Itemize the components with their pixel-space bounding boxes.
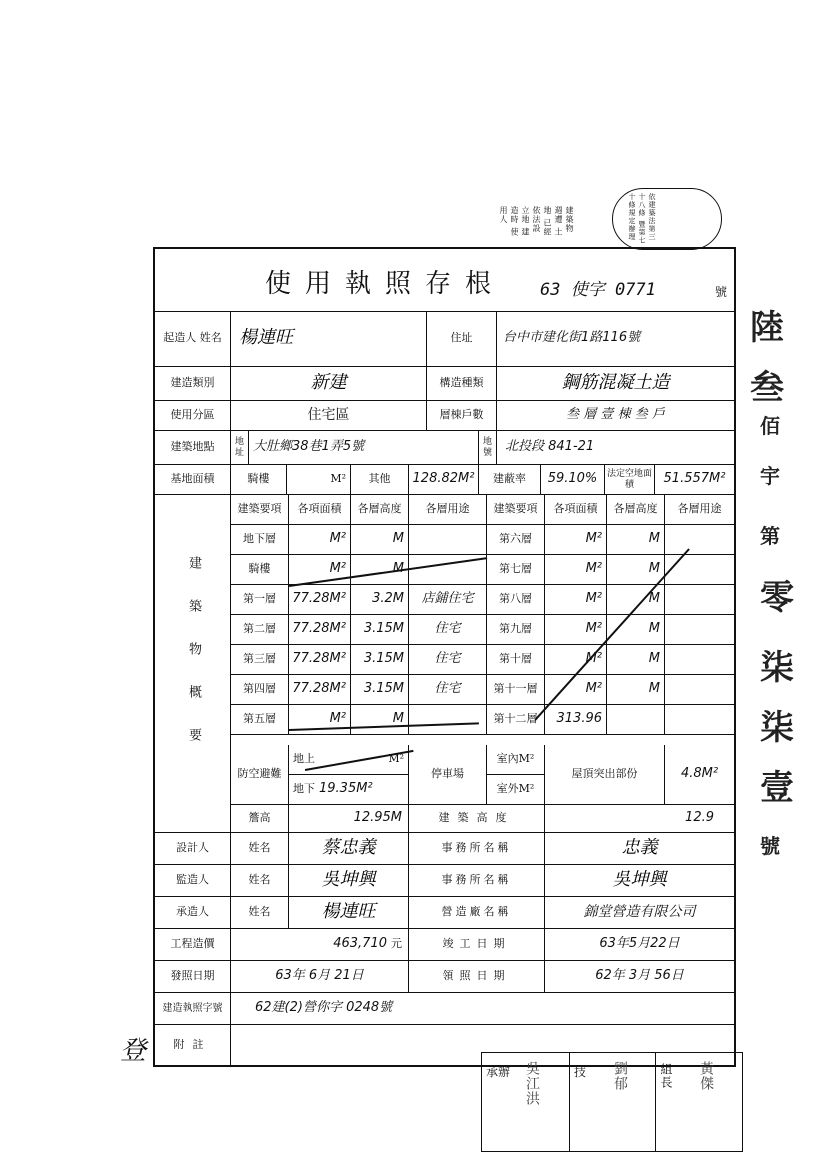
- floor-height: M: [607, 555, 665, 585]
- side-character: 柒: [760, 708, 794, 748]
- col-header: 各項面積: [289, 495, 351, 525]
- floor-name: 騎樓: [231, 555, 289, 585]
- floor-area: M²: [289, 525, 351, 555]
- floor-name: 第九層: [487, 615, 545, 645]
- completion-date: 63年5月22日: [545, 929, 734, 961]
- floor-use: 住宅: [409, 615, 487, 645]
- structure-label: 構造種類: [427, 367, 497, 401]
- floor-height: M: [351, 525, 409, 555]
- floor-use: [665, 585, 734, 615]
- col-header: 各層用途: [665, 495, 734, 525]
- parking-indoor-unit: M²: [518, 752, 535, 766]
- side-character: 陸: [750, 308, 784, 348]
- floor-use: [409, 555, 487, 585]
- license-value: 62建(2)營你字 0248號: [231, 993, 734, 1025]
- floor-height: [607, 705, 665, 735]
- floor-height: M: [351, 705, 409, 735]
- floor-height: 3.2M: [351, 585, 409, 615]
- parking-outdoor-unit: M²: [518, 782, 535, 796]
- eave-value: 12.95M: [289, 805, 409, 833]
- floor-name: 第四層: [231, 675, 289, 705]
- parking-indoor-label: 室內: [496, 752, 519, 766]
- shelter-below: [289, 775, 409, 805]
- roof-label: 屋頂突出部份: [545, 745, 665, 805]
- floor-area: 77.28M²: [289, 615, 351, 645]
- side-character: 壹: [760, 768, 794, 808]
- lot-value: 北投段 841-21: [497, 431, 734, 465]
- cost-value: 463,710: [333, 936, 387, 952]
- supervisor-name-label: 姓名: [231, 865, 289, 897]
- legal-space-value: 51.557M²: [655, 465, 734, 495]
- building-height-label: 建築高度: [409, 805, 545, 833]
- designer-name-label: 姓名: [231, 833, 289, 865]
- side-character: 柒: [760, 648, 794, 688]
- side-character: 宇: [760, 464, 780, 488]
- roof-value: 4.8M²: [665, 745, 734, 805]
- col-header: 建築要項: [231, 495, 289, 525]
- floor-name: 第二層: [231, 615, 289, 645]
- form-title-bar: [155, 249, 734, 312]
- remarks-label: 附註: [155, 1025, 231, 1065]
- ratio-label: 建蔽率: [479, 465, 541, 495]
- stamp-name-2: 劉郁: [612, 1061, 628, 1091]
- floor-area: M²: [545, 525, 607, 555]
- floor-height: M: [607, 645, 665, 675]
- floor-name: 第六層: [487, 525, 545, 555]
- floor-name: 第十一層: [487, 675, 545, 705]
- designer-office: 忠義: [545, 833, 734, 865]
- ratio-value: 59.10%: [541, 465, 605, 495]
- supervisor-office: 吳坤興: [545, 865, 734, 897]
- floors-value: 叁 層 壹 棟 叁 戶: [497, 401, 734, 431]
- floor-name: 第五層: [231, 705, 289, 735]
- structure-value: 鋼筋混凝土造: [497, 367, 734, 401]
- shelter-above: [289, 745, 409, 775]
- stamp-col-2: [570, 1053, 656, 1151]
- contractor-firm: 錦堂營造有限公司: [545, 897, 734, 929]
- building-section-label: 建築物概要: [155, 495, 231, 833]
- site-address: 大肚鄉38巷1弄5號: [249, 431, 479, 465]
- designer-name: 蔡忠義: [289, 833, 409, 865]
- floor-area: 313.96: [545, 705, 607, 735]
- stamp-col-2-label: 技: [574, 1065, 587, 1079]
- parking-outdoor: [487, 775, 545, 805]
- stamp-col-3-label: 組長: [659, 1063, 673, 1089]
- license-label: 建造執照字號: [155, 993, 231, 1025]
- legal-space-label: 法定空地面積: [605, 465, 655, 495]
- floor-name: 第十二層: [487, 705, 545, 735]
- floor-name: 第三層: [231, 645, 289, 675]
- parking-indoor: [487, 745, 545, 775]
- floor-area: 77.28M²: [289, 675, 351, 705]
- header-seal-text: 依建築法第三十八條 暨第七十條規定辦理: [628, 193, 656, 245]
- floor-height: M: [607, 675, 665, 705]
- license-form: [153, 247, 736, 1067]
- floor-area: M²: [545, 645, 607, 675]
- floor-height: 3.15M: [351, 675, 409, 705]
- floor-name: 地下層: [231, 525, 289, 555]
- col-header: 各層高度: [607, 495, 665, 525]
- contractor-label: 承造人: [155, 897, 231, 929]
- builder-name: 楊連旺: [231, 311, 427, 367]
- header-seal: [612, 188, 722, 250]
- floor-name: 第十層: [487, 645, 545, 675]
- floor-use: [665, 675, 734, 705]
- floor-name: 第一層: [231, 585, 289, 615]
- floor-area: M²: [545, 555, 607, 585]
- floor-height: M: [607, 525, 665, 555]
- building-type-label: 建造類別: [155, 367, 231, 401]
- license-number: 63 使字 0771: [540, 280, 656, 300]
- floor-use: [409, 525, 487, 555]
- designer-office-label: 事務所名稱: [409, 833, 545, 865]
- floor-name: 第七層: [487, 555, 545, 585]
- arcade-label: 騎樓: [231, 465, 287, 495]
- floor-name: 第八層: [487, 585, 545, 615]
- floor-height: M: [351, 555, 409, 585]
- floor-height: M: [607, 615, 665, 645]
- contractor-name-label: 姓名: [231, 897, 289, 929]
- issue-label: 發照日期: [155, 961, 231, 993]
- floor-use: [665, 555, 734, 585]
- floor-use: [665, 615, 734, 645]
- supervisor-name: 吳坤興: [289, 865, 409, 897]
- cost-unit: 元: [391, 937, 402, 951]
- floor-height: 3.15M: [351, 615, 409, 645]
- shelter-above-unit: M²: [388, 752, 404, 766]
- building-type-value: 新建: [231, 367, 427, 401]
- floor-use: [665, 525, 734, 555]
- floor-area: 77.28M²: [289, 585, 351, 615]
- side-character: 叁: [750, 368, 784, 408]
- header-note: 建築物週遭 土地 已經依法設立地 建造時 使用人: [499, 206, 574, 237]
- floor-area: M²: [545, 585, 607, 615]
- side-character: 零: [760, 578, 794, 618]
- other-label: 其他: [351, 465, 409, 495]
- stamp-name-1: 吳江洪: [524, 1061, 540, 1106]
- floor-use: 住宅: [409, 675, 487, 705]
- floors-label: 層棟戶數: [427, 401, 497, 431]
- floor-area: M²: [545, 675, 607, 705]
- floor-use: [409, 705, 487, 735]
- permit-label: 領照日期: [409, 961, 545, 993]
- cost-cell: [231, 929, 409, 961]
- floor-area: M²: [289, 705, 351, 735]
- license-number-suffix: 號: [715, 285, 728, 299]
- col-header: 各層高度: [351, 495, 409, 525]
- eave-label: 簷高: [231, 805, 289, 833]
- builder-address: 台中市建化街1路116號: [497, 311, 734, 367]
- lot-label: 地號: [479, 431, 497, 465]
- issue-date: 63年 6月 21日: [231, 961, 409, 993]
- supervisor-label: 監造人: [155, 865, 231, 897]
- stamp-col-1: [482, 1053, 570, 1151]
- permit-date: 62年 3月 56日: [545, 961, 734, 993]
- cost-label: 工程造價: [155, 929, 231, 961]
- stamp-col-1-label: 承辦: [486, 1065, 511, 1079]
- floor-height: 3.15M: [351, 645, 409, 675]
- stamp-name-3: 黃傑: [698, 1061, 714, 1091]
- floor-height: M: [607, 585, 665, 615]
- shelter-label: 防空避難: [231, 745, 289, 805]
- supervisor-office-label: 事務所名稱: [409, 865, 545, 897]
- shelter-above-label: 地上: [293, 752, 315, 766]
- builder-addr-label: 住址: [427, 311, 497, 367]
- shelter-below-value: 19.35M²: [319, 781, 373, 797]
- arcade-unit: M²: [287, 465, 351, 495]
- left-mark: 登: [120, 1036, 147, 1066]
- col-header: 建築要項: [487, 495, 545, 525]
- side-character: 號: [760, 834, 780, 858]
- side-character: 第: [760, 524, 780, 548]
- area-label: 基地面積: [155, 465, 231, 495]
- floor-area: M²: [289, 555, 351, 585]
- floor-use: [665, 705, 734, 735]
- floor-area: M²: [545, 615, 607, 645]
- other-value: 128.82M²: [409, 465, 479, 495]
- contractor-name: 楊連旺: [289, 897, 409, 929]
- approval-stamp-box: [481, 1052, 743, 1152]
- parking-outdoor-label: 室外: [496, 782, 519, 796]
- zoning-value: 住宅區: [231, 401, 427, 431]
- site-label: 建築地點: [155, 431, 231, 465]
- floor-area: 77.28M²: [289, 645, 351, 675]
- col-header: 各層用途: [409, 495, 487, 525]
- shelter-below-label: 地下: [293, 782, 315, 796]
- site-sub: 地址: [231, 431, 249, 465]
- floor-use: 住宅: [409, 645, 487, 675]
- zoning-label: 使用分區: [155, 401, 231, 431]
- completion-label: 竣工日期: [409, 929, 545, 961]
- parking-label: 停車場: [409, 745, 487, 805]
- designer-label: 設計人: [155, 833, 231, 865]
- stamp-col-3: [656, 1053, 742, 1151]
- floor-use: 店鋪住宅: [409, 585, 487, 615]
- col-header: 各項面積: [545, 495, 607, 525]
- form-title: 使用執照存根: [265, 269, 506, 299]
- contractor-firm-label: 營造廠名稱: [409, 897, 545, 929]
- building-height-value: 12.9: [545, 805, 734, 833]
- side-character: 佰: [760, 414, 780, 438]
- floor-use: [665, 645, 734, 675]
- builder-label: 起造人 姓名: [155, 311, 231, 367]
